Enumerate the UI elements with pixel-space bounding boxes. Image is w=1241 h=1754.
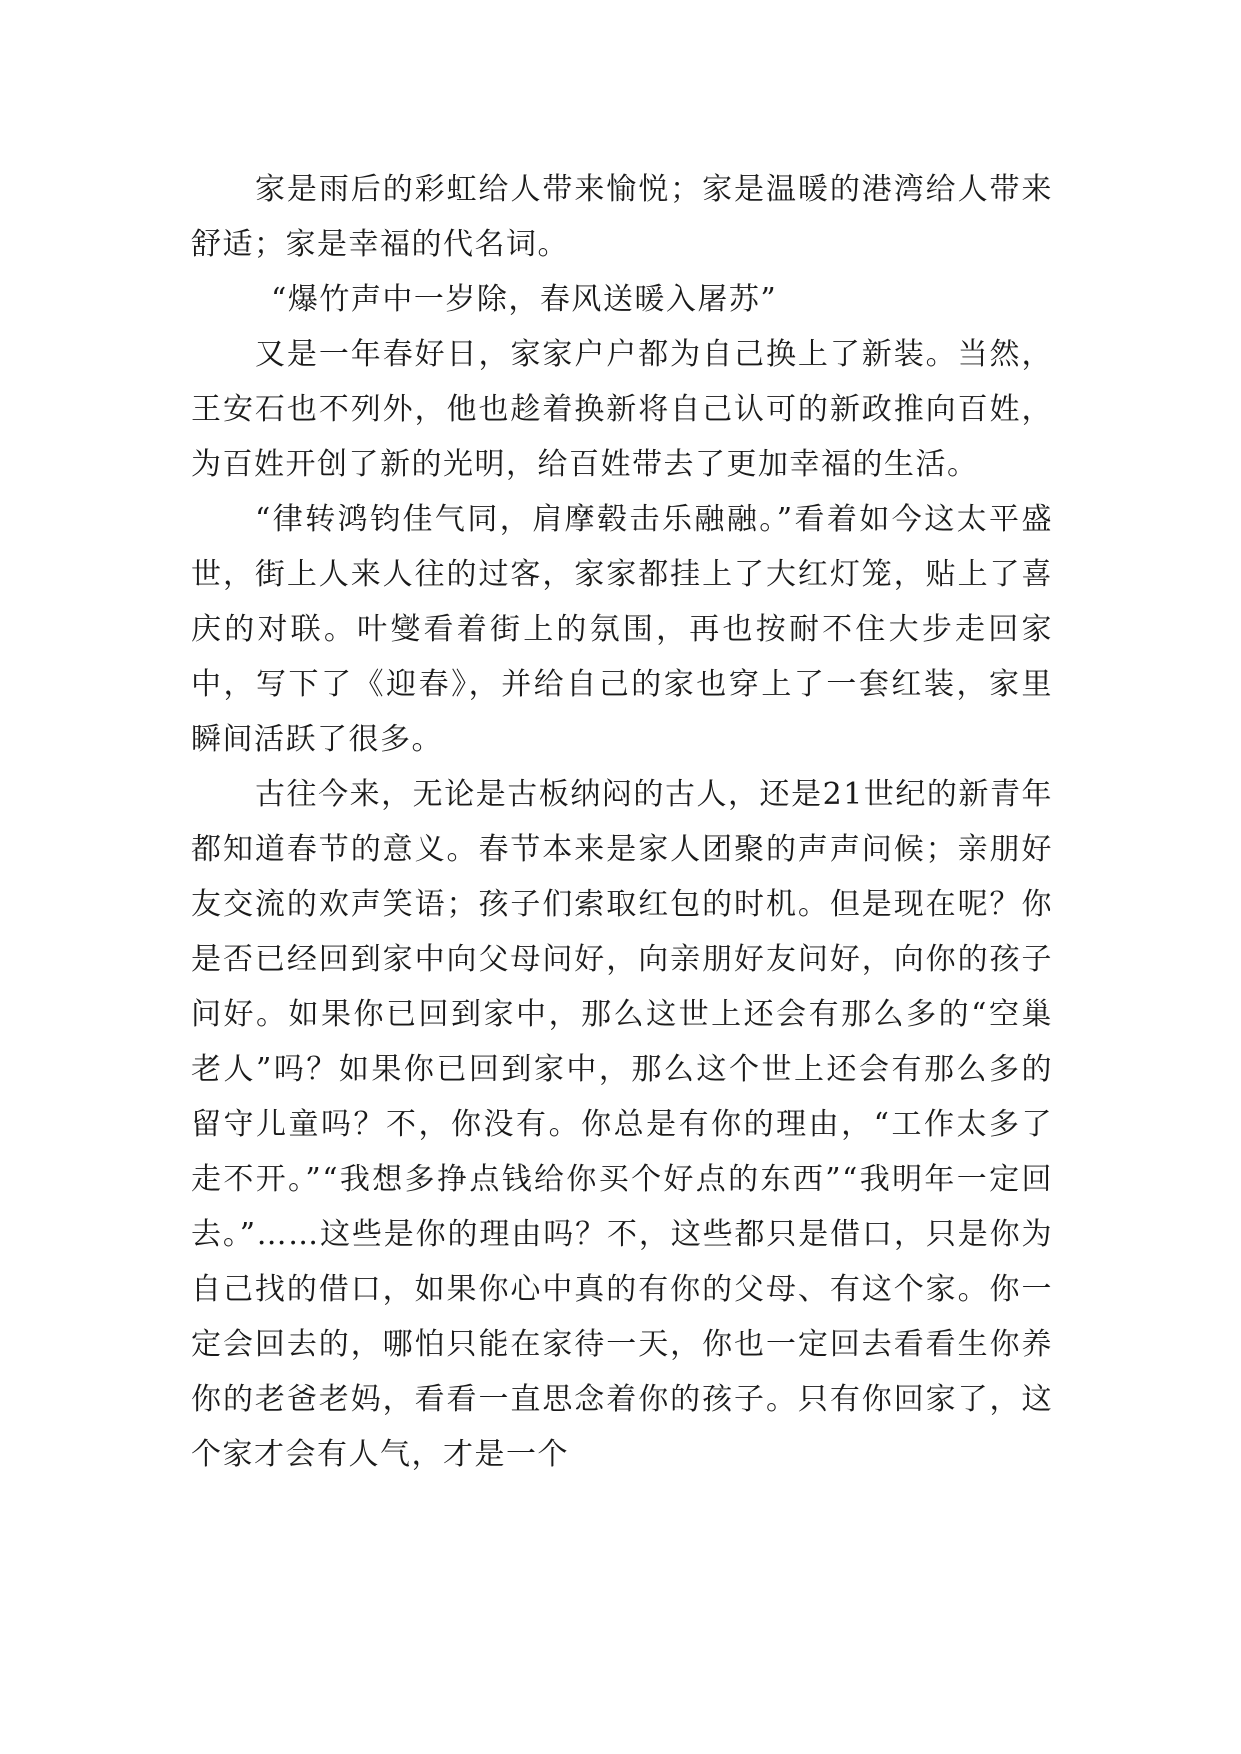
- document-body: [191, 162, 1053, 1482]
- paragraph-poem-quote: “爆竹声中一岁除，春风送暖入屠苏”: [271, 282, 778, 317]
- paragraph-ye-xie: “律转鸿钧佳气同，肩摩毂击乐融融。”看着如今这太平盛世，街上人来人往的过客，家家都挂上了大红灯笼，贴上了喜庆的对联。叶燮看着街上的氛围，再也按耐不住大步走回家中，写下了《迎春》，并给自己的家也穿上了一套红装，家里瞬间活跃了很多。: [191, 502, 1053, 757]
- paragraph-home-metaphors: 家是雨后的彩虹给人带来愉悦；家是温暖的港湾给人带来舒适；家是幸福的代名词。: [191, 172, 1053, 262]
- paragraph-wang-anshi: 又是一年春好日，家家户户都为自己换上了新装。当然，王安石也不列外，他也趁着换新将自己认可的新政推向百姓，为百姓开创了新的光明，给百姓带去了更加幸福的生活。: [191, 337, 1053, 482]
- paragraph-spring-festival-meaning: 古往今来，无论是古板纳闷的古人，还是21世纪的新青年都知道春节的意义。春节本来是家人团聚的声声问候；亲朋好友交流的欢声笑语；孩子们索取红包的时机。但是现在呢？你是否已经回到家中向父母问好，向亲朋好友问好，向你的孩子问好。如果你已回到家中，那么这世上还会有那么多的“空巢老人”吗？如果你已回到家中，那么这个世上还会有那么多的留守儿童吗？不，你没有。你总是有你的理由，“工作太多了走不开。”“我想多挣点钱给你买个好点的东西”“我明年一定回去。”……这些是你的理由吗？不，这些都只是借口，只是你为自己找的借口，如果你心中真的有你的父母、有这个家。你一定会回去的，哪怕只能在家待一天，你也一定回去看看生你养你的老爸老妈，看看一直思念着你的孩子。只有你回家了，这个家才会有人气，才是一个: [191, 777, 1053, 1472]
